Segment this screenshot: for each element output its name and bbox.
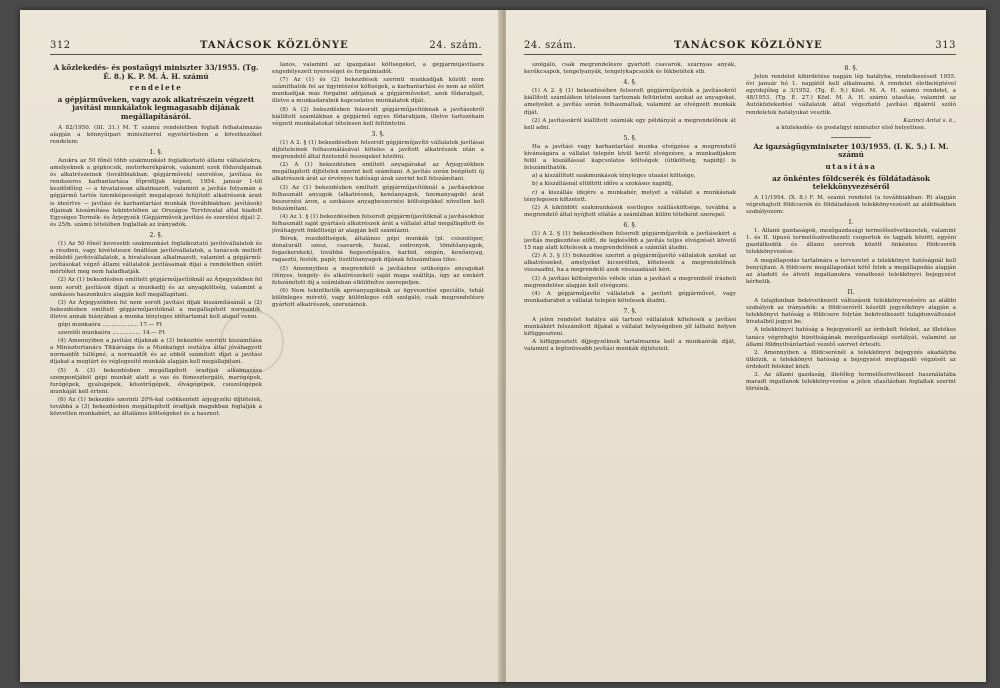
left-page-number: 312 xyxy=(50,40,71,51)
right-issue-number: 24. szám. xyxy=(524,40,577,51)
left-page xyxy=(20,10,502,682)
article-title-spaced: utasítása xyxy=(825,162,877,172)
left-page-header xyxy=(50,40,482,55)
section-heading: II. xyxy=(847,287,855,296)
paragraph: (6) Az (1) bekezdés szerinti 20%-kal csökkentett árjegyzéki díjtételek, továbbá a (3) bekezdésben megállapított óradíjak magukban foglalják a közvetlen munkabért, az általános költségeket és a hasznot. xyxy=(50,396,262,418)
paragraph: (2) A (1) bekezdésben említett anyagárakat az Árjegyzékben megállapított díjtételek szerint kell számítani. A javítás során beépített új alkatrészek árát az érvényes hatósági árak szerint kell felszámítani. xyxy=(272,162,484,183)
paragraph: (3) Az (1) bekezdésben említett gépjárműjavítóknál a javításokhoz felhasznált anyagok (alkatrészek, kenőanyagok, üzemanyagok) árát beszerzési áron, a szokásos anyagbeszerzési költségekkel növelten kell felszámítani. xyxy=(272,184,484,212)
section-heading: 8. §. xyxy=(844,64,858,72)
left-journal-title: TANÁCSOK KÖZLÖNYE xyxy=(200,40,349,51)
paragraph: (4) Amennyiben a javítási díjaknak a (3) bekezdés szerinti kiszámítása a Minisztertanács Titkársága és a Munkaügyi osztálya által jóváhagyott normaidőt túllépné, a normaidőt és az ebből számított díjat a javítási díjakat a megtárt és véglegesítő munkák alapján kell megállapítani. xyxy=(50,338,262,366)
paragraph: 1. Állami gazdaságok, mezőgazdasági termelőszövetkezetek, valamint 1. és II. típusú termelőszövetkezeti csoportok és tagjaik között, egyéni gazdálkodók és állami szervek között önkéntes földcserék telekkönyvezése. xyxy=(746,228,956,256)
article-title: az önkéntes földcserék és földátadások telekkönyvezéséről xyxy=(772,173,930,192)
paragraph: A tulajdonban bekövetkezett változások telekkönyvezésére az alábbi szabályok az irányadók: a földcseréről készült jegyzőkönyv alapján a telekkönyvi hatóság a földcsere folytán bekövetkezett tulajdonváltozást hivatalból jegyzi be. xyxy=(746,298,956,326)
paragraph: 3. Az állami gazdaság, illetőleg termelőszövetkezet használatába maradt ingatlanok telekkönyvezése a jelen utasításban foglaltak szerint történik. xyxy=(746,371,956,393)
right-page xyxy=(506,10,986,682)
paragraph: (1) A 2. § (1) bekezdésében felsorolt gépjárműjavítók a javításokért a javítás megkezdése előtt, de legkésőbb a javítás teljes elvégzését követő 15 nap alatt kötelesek a megrendelőnek a számlát átadni. xyxy=(524,230,736,252)
paragraph: A 11/1954. (X. 8.) F. M. számú rendelet (a továbbiakban: R) alapján végrehajtott földcserék és földátadások telekkönyvezését az alábbiakban szabályozom: xyxy=(746,194,956,215)
paragraph: A telekkönyvi hatóság a bejegyzésről az érdekelt feleket, az illetékes tanács végrehajtó bizottságának mezőgazdasági osztályát, valamint az állami földnyilvántartást vezető szervet értesíti. xyxy=(746,327,956,348)
article-title-spaced: rendelete xyxy=(129,83,183,93)
section-divider xyxy=(831,137,871,138)
signature: Kazinci Antal s. k., xyxy=(903,117,956,124)
left-issue-number: 24. szám. xyxy=(429,40,482,51)
paragraph: gépi munkaóra .................... 17.— Ft xyxy=(58,322,163,328)
right-page-header xyxy=(524,40,956,55)
paragraph: (2) A 3. § (1) bekezdése szerint a gépjárműjavító vállalatok azokat az alkatrészeket, amelyeket kicseréltek, kötelesek a megrendelőnek visszaadni, ha a megrendelő azok visszaadását kéri. xyxy=(524,253,736,274)
paragraph: Ha a javítási vagy karbantartási munka elvégzése a megrendelő kívánságára a vállalat telepén kívül kerül elvégzésre, a munkadíjakon felül a kiszállással kapcsolatos költségek (útiköltség, napidíj) is felszámíthatók. xyxy=(524,143,736,172)
paragraph: 2. Amennyiben a földcserénél a telekkönyvi bejegyzés akadályba ütközik, a telekkönyvi hatóság a bejegyzést megtagadó végzését az érdekelt felekkel közli. xyxy=(746,349,956,370)
section-heading: 2. §. xyxy=(149,230,163,239)
paragraph: (1) A 2. § (1) bekezdésében felsorolt gépjárműjavítók a javításokról kiállított számláikon tételesen tartoznak feltüntetni azokat az anyagokat, amelyeket a javítás során felhasználtak, valamint az elvégzett munkák díját. xyxy=(524,88,736,116)
right-column-2 xyxy=(746,62,956,668)
section-heading: 5. §. xyxy=(623,133,637,142)
section-heading: I. xyxy=(848,218,854,227)
paragraph: (8) A (2) bekezdésben felsorolt gépjárműjavítóknak a javításokról kiállított számlákban a gépjármű egyes fődarabjain, illetve tartozékain végzett munkálatokat tételesen kell feltüntetni. xyxy=(272,106,484,127)
right-column-1 xyxy=(524,62,736,668)
paragraph: Jelen rendelet kihirdetése napján lép hatályba, rendelkezéseit 1955. évi január hó 1. napjától kell alkalmazni. A rendelet életbeléptével egyidejűleg a 3/1952. (Tg. É. 9.) Közl. M. A. H. számú rendelet, a 48/1953. (Tg. É. 27.) Közl. M. Á. H. számú utasítás, valamint az Autóközlekedési vállalatok által végezhető javítási díjakról szóló rendeletek hatályukat vesztik. xyxy=(746,74,956,116)
paragraph: szerelői munkaóra ................ 14.— Ft xyxy=(58,330,165,337)
paragraph: A 82/1950. (III. 31.) M. T. számú rendeletben foglalt felhatalmazás alapján a könnyűipari miniszterrel egyetértésben a következőket rendelem: xyxy=(50,124,262,145)
paragraph: (1) Az 50 főnél kevesebb szakmunkást foglalkoztató javítóvállalatok és a részben, vagy kivételesen önállóan javítóvállalatok, a tanácsok mellett működő javítóvállalatok, a hivatalosan alkalmazott, valamint a gépjármű-javításokat végző állami vállalatok javításainak díjai a rendeletben előírt mértéket meg nem haladhatják. xyxy=(50,240,262,276)
paragraph: Bérek, rezsiköltségek, általános gépi munkák (pl. csiszolópor, denaturált szesz, csavarok, huzal, sodronyok, tömítőanyagok, fogaskerekek), továbbá hegesztőpálca, karbid, oxigén, kenőanyag, ragasztó, festék, papír, tisztítóanyagok díjának felszámítása tilos. xyxy=(272,236,484,264)
article-title: a gépjárműveken, vagy azok alkatrészein végzett javítási munkálatok legmagasabb díjának megállapításáról. xyxy=(57,94,255,121)
faint-stamp-mark xyxy=(220,310,284,374)
paragraph: (2) Az (1) bekezdésben említett gépjárműjavítóknál az Árjegyzékben fel nem sorolt javítások díjait a munkadíj és az anyagköltség, valamint a szokásos haszonkulcs alapján kell megállapítani. xyxy=(50,277,262,298)
paragraph: (4) Az 1. § (1) bekezdésében felsorolt gépjárműjavítóknál a javításokhoz felhasznált saját gyártású alkatrészek árát a vállalat által megállapított és jóváhagyott önköltségi ár alapján kell számlázni. xyxy=(272,213,484,235)
paragraph: b) a kiszállásnál eltöltött időre a szokásos napidíj, xyxy=(532,181,674,188)
paragraph: c) a kiszállás idejére a munkabér, melyet a vállalat a munkásnak ténylegesen kifizetett. xyxy=(524,189,736,203)
paragraph: (5) A (3) bekezdésben megállapított óradíjak alkalmazása szempontjából gépi munkát alatt a vas és fémesztergáló, marógépek, furógépek, gyalugépek, köszörűgépek, élvágógépek, csiszológépek munkáját kell érteni. xyxy=(50,367,262,395)
paragraph: (3) Az Árjegyzékben fel nem sorolt javítási díjak kiszámításánál a (2) bekezdésben említett gépjárműjavítóknál a megállapított normaidőt, illetve annak hiányában a munka tényleges időtartamát kell alapul venni. xyxy=(50,299,262,320)
article-title: Az igazságügyminiszter 103/1955. (I. K. 5.) I. M. számú xyxy=(753,141,949,160)
article-title: A közlekedés- és postaügyi miniszter 33/1955. (Tg. É. 8.) K. P. M. Á. H. számú xyxy=(53,63,259,81)
right-journal-title: TANÁCSOK KÖZLÖNYE xyxy=(674,40,823,51)
left-column-2 xyxy=(272,62,484,668)
paragraph: a) a kiszállított szakmunkások tényleges utazási költsége, xyxy=(532,173,696,180)
paragraph: (6) Nem tekinthetők apróanyagoknak az ügyvezetési speciális, tehát különleges mérető, vagy különleges célt szolgáló, csak megrendelésre gyártott alkatrészek, szerszámok. xyxy=(272,287,484,308)
paragraph: A megállapodás tartalmára a tervezetet a telekkönyvi hatóságnál kell benyújtani. A földcsere megállapodást kötő felek a megállapodás alapján az átadott és átvett ingatlanokra vonatkozó telekkönyvi bejegyzést kérhetik. xyxy=(746,257,956,285)
section-heading: 6. §. xyxy=(623,220,637,229)
paragraph: A kifüggesztett díjjegyzéknek tartalmaznia kell a munkaórák díját, valamint a legfontosabb javítási munkák díjtételeit. xyxy=(524,339,736,353)
paragraph: szolgáló, csak megrendelésre gyártott csavarok, szárnyas anyák, kerékcsapok, tengelyanyák, tengelykapcsolók és fékbetétek stb. xyxy=(524,62,736,76)
paragraph: (5) Amennyiben a megrendelő a javításhoz szükséges anyagokat (fényes, tengely- és alkatrészeket) saját maga szállítja, úgy az ezekért felszámított díj a számlában elkülönítve szerepeljen. xyxy=(272,265,484,286)
right-page-number: 313 xyxy=(935,40,956,51)
paragraph: lános, valamint az igazgatási költségeket, a gépjárműjavításra engedélyezett nyereséget és forgalmiadót. xyxy=(272,62,484,76)
section-heading: 7. §. xyxy=(623,306,637,315)
section-heading: 4. §. xyxy=(623,78,637,87)
paragraph: (7) Az (1) és (2) bekezdések szerinti munkadíjak között nem számíthatók fel az ügyintézési költségek, a karbantartási és nem az előírt munkadíjak más forgalmi adójának a gépjárműveket, azok fődarabjait, illetve a munkadarabok kapcsolatos munkálatok díját. xyxy=(272,77,484,105)
section-heading: 1. §. xyxy=(149,147,163,156)
paragraph: A jelen rendelet hatálya alá tartozó vállalatok kötelesek a javítási munkákért felszámított díjakat a vállalat helyiségében jól látható helyen kifüggeszteni. xyxy=(524,317,736,338)
signature-role: a közlekedés- és postaügyi miniszter első helyettese. xyxy=(776,124,926,131)
newspaper-spread xyxy=(20,10,986,682)
paragraph: (1) A 2. § (1) bekezdésében felsorolt gépjárműjavító vállalatok javításai díjtételeinek felhasználásával köteles a javított alkatrészek után a megrendelő által fizetendő összegeket közölni. xyxy=(272,139,484,161)
paragraph: (2) A kiküldött szakmunkások esetleges szállásköltsége, továbbá a megrendelő által nyújtott ellátás a számlában külön tételként szerepel. xyxy=(524,204,736,218)
paragraph: (2) A javításokról kiállított számlák egy példányát a megrendelőnek át kell adni. xyxy=(524,117,736,131)
section-heading: 3. §. xyxy=(371,129,385,138)
paragraph: Azokra az 50 főnél több szakmunkást foglalkoztató állami vállalatokra, amelyeknek a gépkocsik, motorkerékpárok, valamint ezek fődarabjainak és alkatrészeinek (továbbiakban: gépjárművek) szerelése, javítása és rendszeres karbantartása főprofiljuk képezi, 1954. január 1-től kezdődőleg — a hivatalosan alkalmazott, valamint a javítás folyamán a gépjármű tartós üzemképességét megalapozó felújított alkatrészek árait is ideértve — javítási és karbantartási munkák (továbbiakban: javítások) díjainak kiszámítása tekintetében az Országos Tervhivatal által kiadott Egységes Termék- és Árjegyzék (Gépjárművek javítási és szerelési díjai) 2. és 25/b. számú tételében foglaltak az irányadók. xyxy=(50,157,262,228)
paragraph: (3) A javítási költségvetés vétele után a javítást a megrendelő írásbeli megrendelése alapján kell elvégezni. xyxy=(524,275,736,289)
paragraph: (4) A gépjárműjavító vállalatok a javított gépjárművet, vagy munkadarabot a vállalat telepén kötelesek átadni. xyxy=(524,290,736,304)
